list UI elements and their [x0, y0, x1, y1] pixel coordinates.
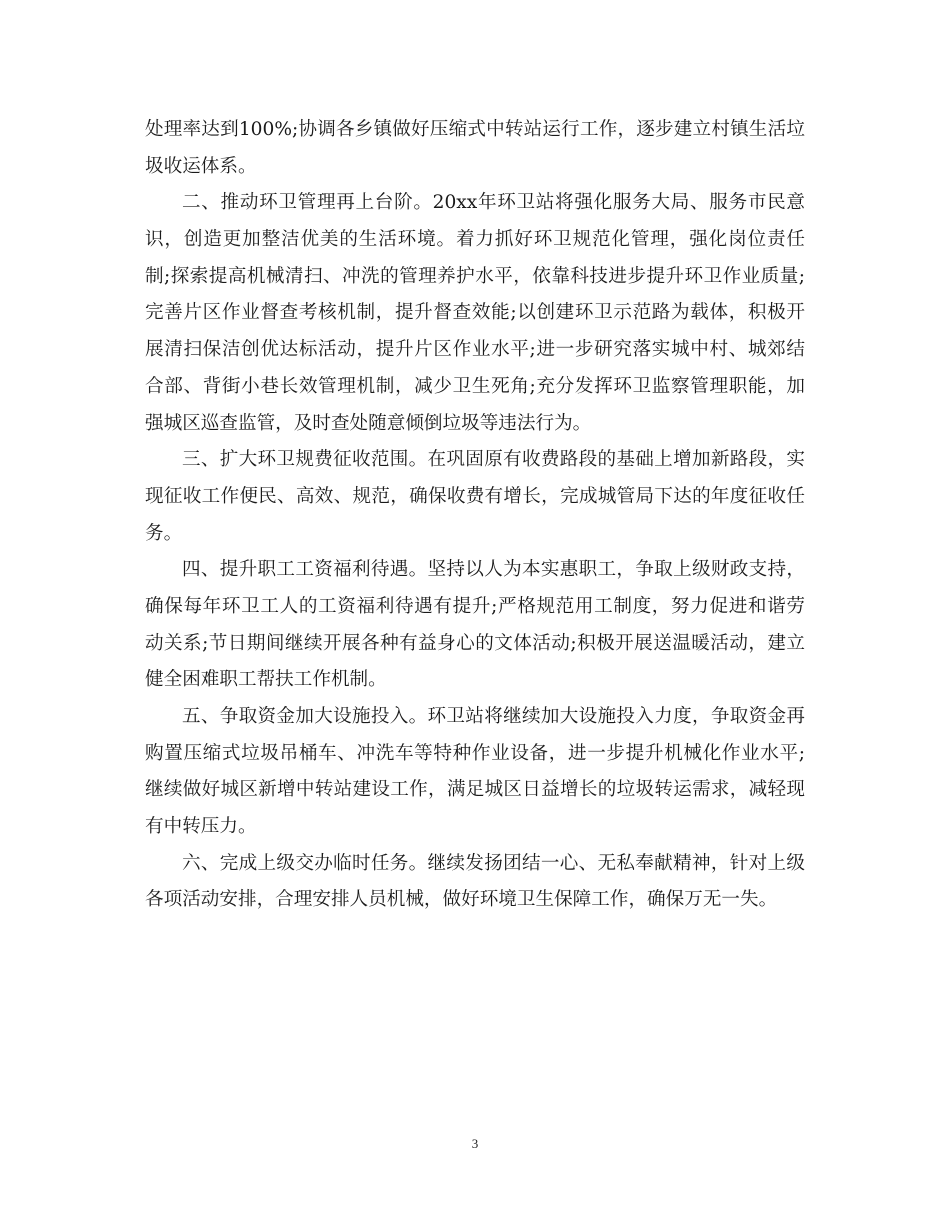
text-line: 动关系;节日期间继续开展各种有益身心的文体活动;积极开展送温暖活动，建立: [145, 632, 805, 654]
text-line: 合部、背街小巷长效管理机制，减少卫生死角;充分发挥环卫监察管理职能，加: [145, 375, 805, 397]
paragraph-section-5: [145, 699, 805, 846]
text-line: 三、扩大环卫规费征收范围。在巩固原有收费路段的基础上增加新路段，实: [182, 449, 805, 471]
text-line: 展清扫保洁创优达标活动，提升片区作业水平;进一步研究落实城中村、城郊结: [145, 339, 805, 361]
document-body: [145, 112, 805, 919]
text-line: 确保每年环卫工人的工资福利待遇有提升;严格规范用工制度，努力促进和谐劳: [145, 595, 805, 617]
paragraph-section-6: [145, 846, 805, 919]
text-line: 二、推动环卫管理再上台阶。20xx年环卫站将强化服务大局、服务市民意: [182, 192, 805, 214]
text-line: 处理率达到100%;协调各乡镇做好压缩式中转站运行工作，逐步建立村镇生活垃: [145, 119, 805, 140]
text-line: 购置压缩式垃圾吊桶车、冲洗车等特种作业设备，进一步提升机械化作业水平;: [145, 742, 805, 764]
text-line: 五、争取资金加大设施投入。环卫站将继续加大设施投入力度，争取资金再: [182, 706, 805, 727]
text-line: 健全困难职工帮扶工作机制。: [145, 669, 387, 691]
text-line: 圾收运体系。: [145, 155, 257, 177]
text-line: 六、完成上级交办临时任务。继续发扬团结一心、无私奉献精神，针对上级: [182, 852, 805, 874]
page-number: 3: [471, 1136, 479, 1151]
text-line: 识，创造更加整洁优美的生活环境。着力抓好环卫规范化管理，强化岗位责任: [145, 229, 805, 251]
paragraph-continuation: [145, 112, 805, 185]
text-line: 务。: [145, 522, 183, 544]
paragraph-section-3: [145, 442, 805, 552]
text-line: 完善片区作业督查考核机制，提升督查效能;以创建环卫示范路为载体，积极开: [145, 302, 805, 324]
paragraph-section-4: [145, 552, 805, 699]
text-line: 现征收工作便民、高效、规范，确保收费有增长，完成城管局下达的年度征收任: [145, 485, 805, 507]
text-line: 有中转压力。: [145, 816, 257, 838]
text-line: 各项活动安排，合理安排人员机械，做好环境卫生保障工作，确保万无一失。: [145, 889, 778, 911]
text-line: 强城区巡查监管，及时查处随意倾倒垃圾等违法行为。: [145, 412, 592, 434]
text-line: 继续做好城区新增中转站建设工作，满足城区日益增长的垃圾转运需求，减轻现: [145, 779, 805, 801]
text-line: 制;探索提高机械清扫、冲洗的管理养护水平，依靠科技进步提升环卫作业质量;: [145, 265, 805, 287]
text-line: 四、提升职工工资福利待遇。坚持以人为本实惠职工，争取上级财政支持，: [182, 559, 805, 581]
paragraph-section-2: [145, 185, 805, 442]
